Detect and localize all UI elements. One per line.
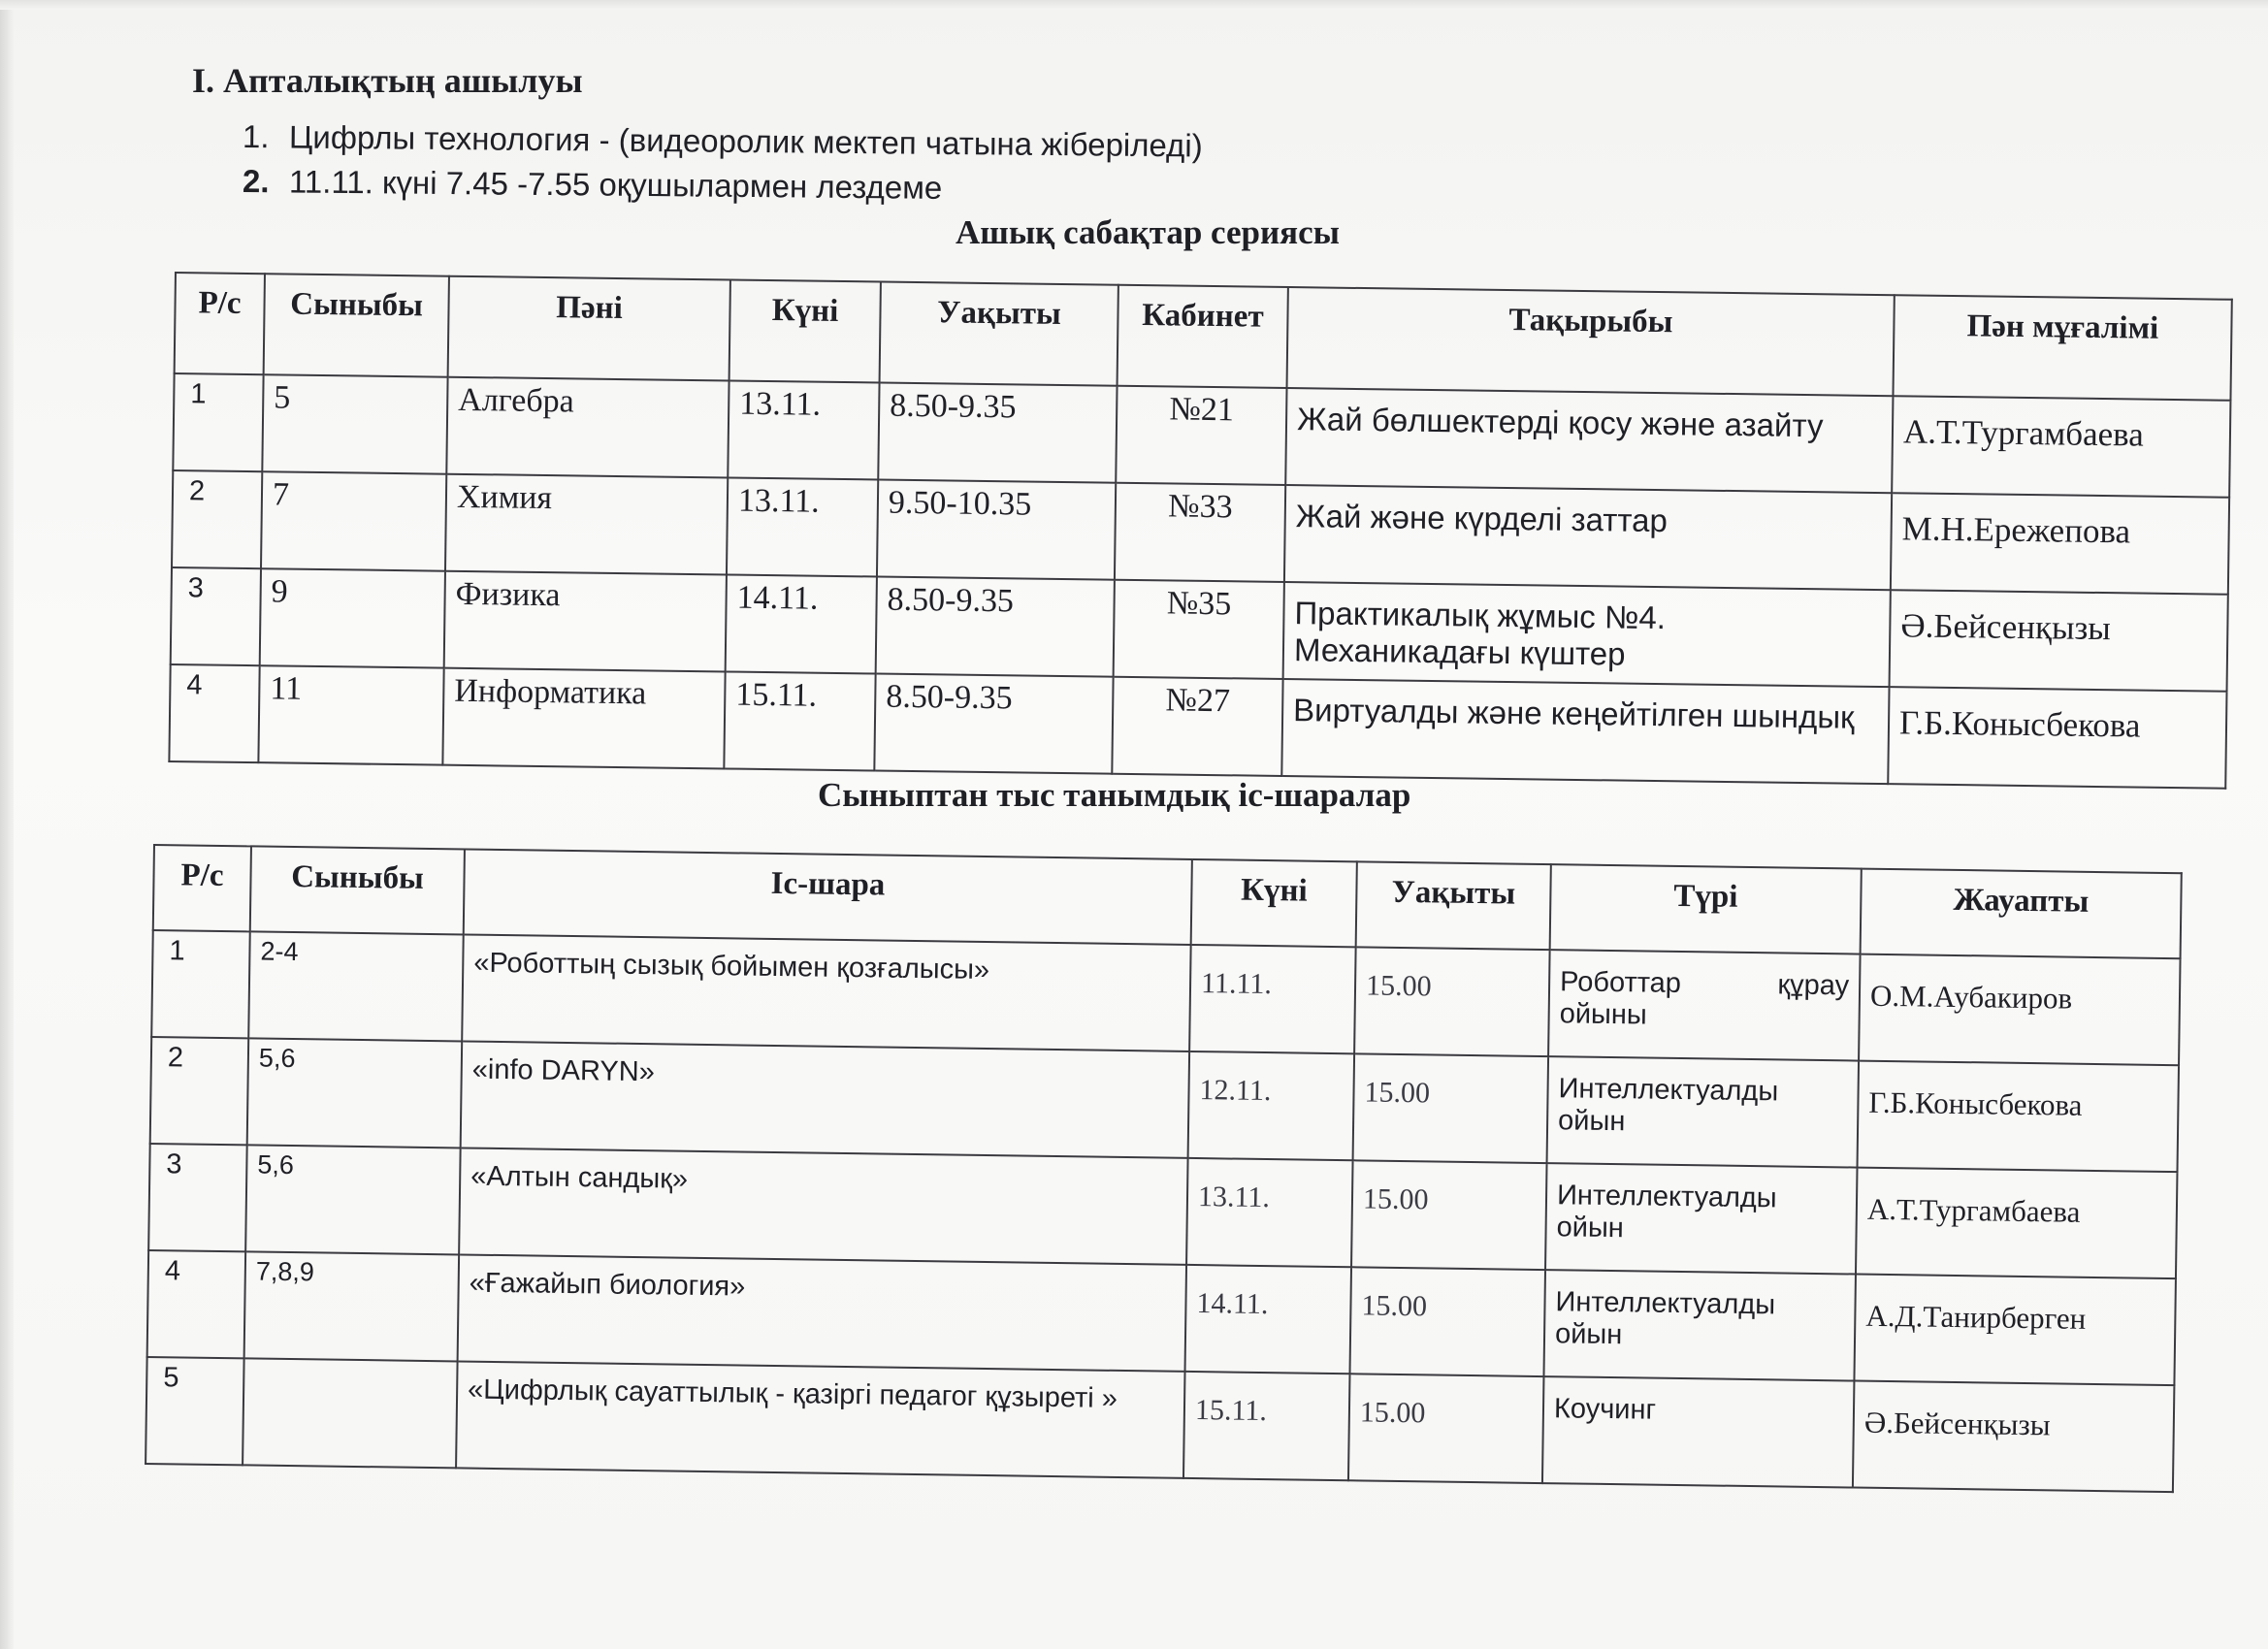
col-header-grade: Сыныбы <box>264 274 449 376</box>
cell-rn: 1 <box>173 373 263 471</box>
list-text: Цифрлы технология - (видеоролик мектеп чатына жіберіледі) <box>288 118 1203 164</box>
cell-responsible: Ә.Бейсенқызы <box>1853 1381 2175 1493</box>
cell-grade: 2-4 <box>248 931 464 1041</box>
cell-rn: 1 <box>151 930 250 1038</box>
cell-room: №27 <box>1112 677 1282 776</box>
cell-time: 9.50-10.35 <box>877 480 1116 580</box>
cell-topic: Жай және күрделі заттар <box>1284 485 1892 590</box>
cell-grade: 9 <box>260 568 445 667</box>
cell-room: №35 <box>1114 580 1284 679</box>
cell-topic: Виртуалды және кеңейтілген шындық <box>1281 679 1889 784</box>
list-number: 1. <box>242 118 270 155</box>
cell-grade: 5 <box>262 374 447 473</box>
cell-event: «Алтын сандық» <box>459 1148 1187 1264</box>
cell-subject: Физика <box>444 571 727 672</box>
cell-responsible: О.М.Аубакиров <box>1859 954 2181 1066</box>
col-header-responsible: Жауапты <box>1861 869 2182 959</box>
cell-grade: 11 <box>258 665 443 764</box>
scan-edge-left <box>0 0 14 1649</box>
col-header-rn: Р/с <box>153 845 251 931</box>
col-header-kind: Түрі <box>1550 864 1862 954</box>
extracurricular-caption: Сыныптан тыс танымдық іс-шаралар <box>818 776 1411 814</box>
cell-time: 15.00 <box>1349 1267 1545 1376</box>
cell-subject: Алгебра <box>446 377 729 478</box>
list-number: 2. <box>242 163 270 200</box>
cell-grade: 5,6 <box>245 1145 461 1254</box>
cell-event: «Ғажайып биология» <box>458 1254 1186 1371</box>
cell-topic: Практикалық жұмыс №4. Механикадағы күштер <box>1283 582 1891 687</box>
cell-rn: 4 <box>147 1250 246 1358</box>
cell-date: 15.11. <box>724 671 875 770</box>
opening-list <box>243 114 1203 204</box>
section-heading: I. Апталықтың ашылуы <box>192 61 583 100</box>
cell-date: 13.11. <box>728 380 879 479</box>
cell-kind: Роботтар құрау ойыны <box>1548 950 1861 1060</box>
cell-rn: 4 <box>169 664 259 762</box>
cell-rn: 2 <box>150 1037 249 1145</box>
cell-time: 8.50-9.35 <box>878 383 1117 483</box>
cell-kind: Интеллектуалды ойын <box>1547 1056 1860 1167</box>
cell-responsible: А.Т.Тургамбаева <box>1856 1168 2178 1279</box>
list-item <box>243 159 1203 212</box>
cell-date: 14.11. <box>726 574 877 673</box>
scan-edge-top <box>0 0 2268 10</box>
cell-grade: 5,6 <box>247 1038 463 1148</box>
cell-grade <box>243 1358 458 1468</box>
col-header-date: Күні <box>729 280 881 383</box>
cell-date: 15.11. <box>1183 1372 1350 1480</box>
cell-teacher: Г.Б.Конысбекова <box>1888 687 2226 789</box>
col-header-grade: Сыныбы <box>250 846 465 934</box>
col-header-date: Күні <box>1191 859 1357 947</box>
cell-date: 11.11. <box>1189 945 1356 1053</box>
cell-rn: 3 <box>171 567 261 665</box>
col-header-time: Уақыты <box>1356 861 1551 950</box>
cell-subject: Химия <box>445 474 728 575</box>
col-header-topic: Тақырыбы <box>1287 287 1895 396</box>
col-header-teacher: Пән мұғалімі <box>1893 295 2231 401</box>
cell-time: 15.00 <box>1351 1160 1547 1270</box>
cell-time: 15.00 <box>1354 947 1550 1056</box>
cell-kind: Коучинг <box>1542 1376 1855 1487</box>
extracurricular-table <box>145 844 2183 1493</box>
cell-grade: 7,8,9 <box>244 1251 460 1361</box>
col-header-room: Кабинет <box>1118 285 1288 388</box>
cell-teacher: М.Н.Ережепова <box>1891 493 2229 595</box>
cell-time: 8.50-9.35 <box>874 673 1113 773</box>
cell-date: 14.11. <box>1185 1265 1352 1374</box>
col-header-rn: Р/с <box>175 273 265 374</box>
cell-time: 15.00 <box>1353 1053 1549 1163</box>
cell-topic: Жай бөлшектерді қосу және азайту <box>1285 388 1893 493</box>
cell-time: 8.50-9.35 <box>876 577 1115 677</box>
open-lessons-table <box>168 272 2232 790</box>
cell-time: 15.00 <box>1348 1374 1544 1483</box>
cell-room: №33 <box>1115 483 1285 582</box>
cell-rn: 3 <box>148 1144 247 1251</box>
cell-kind: Интеллектуалды ойын <box>1543 1270 1856 1380</box>
cell-event: «Цифрлық сауаттылық - қазіргі педагог құзыреті » <box>456 1361 1184 1477</box>
cell-responsible: Г.Б.Конысбекова <box>1858 1061 2180 1173</box>
cell-event: «Роботтың сызық бойымен қозғалысы» <box>462 934 1190 1051</box>
cell-date: 13.11. <box>1186 1158 1353 1267</box>
cell-event: «info DARYN» <box>461 1041 1189 1157</box>
cell-kind: Интеллектуалды ойын <box>1545 1163 1858 1274</box>
cell-rn: 2 <box>172 470 262 568</box>
open-lessons-caption: Ашық сабақтар сериясы <box>956 213 1340 251</box>
cell-responsible: А.Д.Танирберген <box>1854 1275 2176 1386</box>
cell-date: 12.11. <box>1188 1051 1355 1160</box>
cell-date: 13.11. <box>727 477 878 576</box>
col-header-event: Іс-шара <box>464 849 1192 944</box>
list-text: 11.11. күні 7.45 -7.55 оқушылармен лездеме <box>288 163 943 206</box>
cell-subject: Информатика <box>442 668 725 769</box>
cell-teacher: Ә.Бейсенқызы <box>1890 590 2228 692</box>
cell-rn: 5 <box>146 1357 244 1465</box>
col-header-time: Уақыты <box>880 282 1118 386</box>
cell-grade: 7 <box>261 471 446 570</box>
col-header-subject: Пәні <box>448 276 730 381</box>
cell-teacher: А.Т.Тургамбаева <box>1892 396 2230 498</box>
cell-room: №21 <box>1116 386 1286 485</box>
